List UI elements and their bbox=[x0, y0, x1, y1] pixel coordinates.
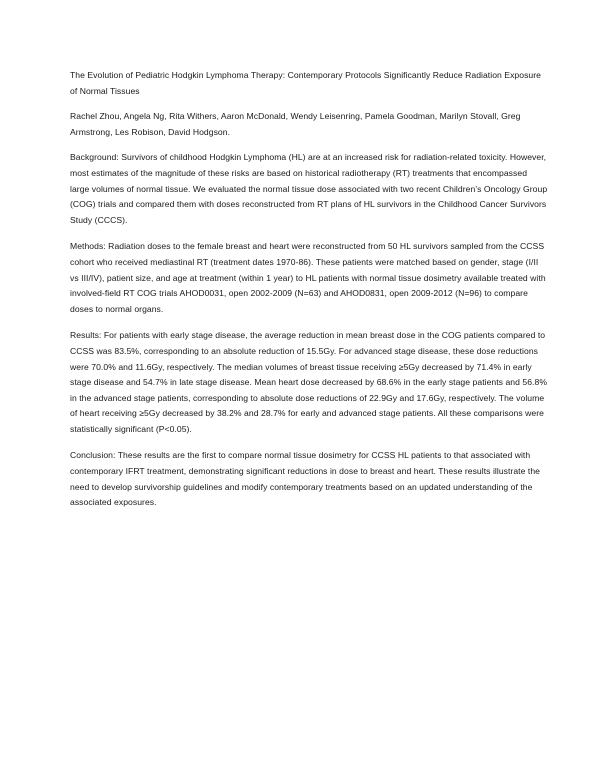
document-title: The Evolution of Pediatric Hodgkin Lymphoma Therapy: Contemporary Protocols Significantly Reduce Radiation Exposure of Normal Tissues bbox=[70, 70, 542, 96]
results-paragraph: Results: For patients with early stage disease, the average reduction in mean breast dose in the COG patients compared to CCSS was 83.5%, corresponding to an absolute reduction of 15.5Gy. For advanced stage disease, these dose reductions were 70.0% and 11.6Gy, respectively. The median volumes of breast tissue receiving ≥5Gy decreased by 71.4% in early stage disease and 54.7% in late stage disease. Mean heart dose decreased by 68.6% in the early stage patients and 56.8% in the advanced stage patients, corresponding to absolute dose reductions of 22.9Gy and 17.6Gy, respectively. The volume of heart receiving ≥5Gy decreased by 38.2% and 28.7% for early and advanced stage patients. All these comparisons were statistically significant (P<0.05). bbox=[70, 330, 548, 434]
conclusion-paragraph: Conclusion: These results are the first to compare normal tissue dosimetry for CCSS HL patients to that associated with contemporary IFRT treatment, demonstrating significant reductions in dose to breast and heart. These results illustrate the need to develop survivorship guidelines and modify contemporary treatments based on an updated understanding of the associated exposures. bbox=[70, 450, 540, 508]
background-paragraph: Background: Survivors of childhood Hodgkin Lymphoma (HL) are at an increased risk for radiation-related toxicity. However, most estimates of the magnitude of these risks are based on historical radiotherapy (RT) treatments that encompassed large volumes of normal tissue. We evaluated the normal tissue dose associated with two recent Children’s Oncology Group (COG) trials and compared them with doses reconstructed from RT plans of HL survivors in the Childhood Cancer Survivors Study (CCCS). bbox=[70, 152, 548, 225]
author-list: Rachel Zhou, Angela Ng, Rita Withers, Aaron McDonald, Wendy Leisenring, Pamela Goodman, Marilyn Stovall, Greg Armstrong, Les Robison, David Hodgson. bbox=[70, 111, 521, 137]
methods-paragraph: Methods: Radiation doses to the female breast and heart were reconstructed from 50 HL survivors sampled from the CCSS cohort who received mediastinal RT (treatment dates 1970-86). These patients were matched based on gender, stage (I/II vs III/IV), patient size, and age at treatment (within 1 year) to HL patients with normal tissue dosimetry available treated with involved-field RT COG trials AHOD0031, open 2002-2009 (N=63) and AHOD0831, open 2009-2012 (N=96) to compare doses to normal organs. bbox=[70, 241, 546, 314]
document-page bbox=[70, 68, 548, 522]
